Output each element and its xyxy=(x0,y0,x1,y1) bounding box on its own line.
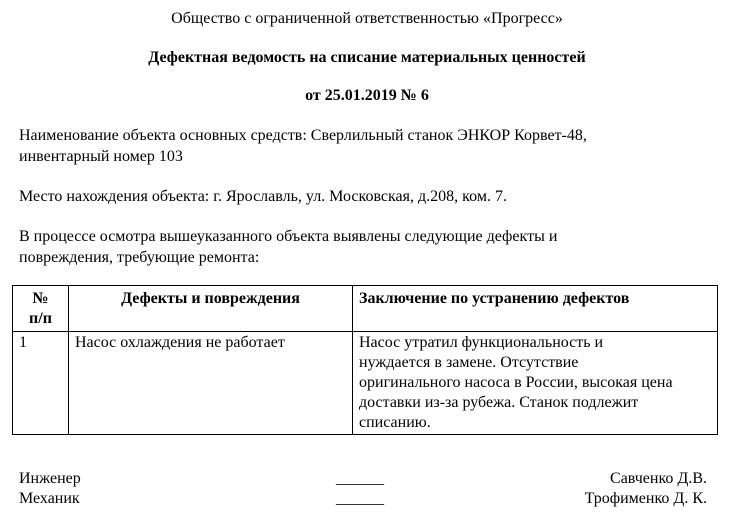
row-conclusion xyxy=(353,332,718,435)
conclusion-line: Насос утратил функциональность и xyxy=(359,334,604,351)
signature-line-mechanic: ______ xyxy=(336,490,384,507)
signature-role-engineer: Инженер xyxy=(19,470,81,487)
signature-line-engineer: ______ xyxy=(336,470,384,487)
document-title: Дефектная ведомость на списание материальных ценностей xyxy=(148,49,586,66)
conclusion-line: доставки из-за рубежа. Станок подлежит xyxy=(359,394,639,411)
organization-name: Общество с ограниченной ответственностью «Прогресс» xyxy=(171,10,563,27)
object-line-1: Наименование объекта основных средств: Сверлильный станок ЭНКОР Корвет-48, xyxy=(19,127,587,144)
signature-name-engineer: Савченко Д.В. xyxy=(610,470,707,487)
header-num-line-2: п/п xyxy=(29,310,52,327)
object-line-2: инвентарный номер 103 xyxy=(19,148,183,165)
table-header-row xyxy=(13,286,718,332)
object-location: Место нахождения объекта: г. Ярославль, ул. Московская, д.208, ком. 7. xyxy=(19,188,507,205)
header-num-line-1: № xyxy=(32,290,49,307)
header-defects: Дефекты и повреждения xyxy=(69,286,353,332)
defects-table xyxy=(12,285,718,435)
conclusion-line: нуждается в замене. Отсутствие xyxy=(359,354,579,371)
inspection-statement xyxy=(19,226,719,268)
conclusion-line: списанию. xyxy=(359,414,431,431)
signature-role-mechanic: Механик xyxy=(19,490,80,507)
table-row xyxy=(13,332,718,435)
document-date-number: от 25.01.2019 № 6 xyxy=(305,87,429,104)
row-defect: Насос охлаждения не работает xyxy=(69,332,353,435)
header-num xyxy=(13,286,69,332)
inspection-line-2: повреждения, требующие ремонта: xyxy=(19,249,260,266)
inspection-line-1: В процессе осмотра вышеуказанного объекта выявлены следующие дефекты и xyxy=(19,228,558,245)
conclusion-line: оригинального насоса в России, высокая цена xyxy=(359,374,673,391)
header-conclusion: Заключение по устранению дефектов xyxy=(353,286,718,332)
row-num: 1 xyxy=(13,332,69,435)
signature-name-mechanic: Трофименко Д. К. xyxy=(584,490,707,507)
object-description xyxy=(19,125,719,167)
